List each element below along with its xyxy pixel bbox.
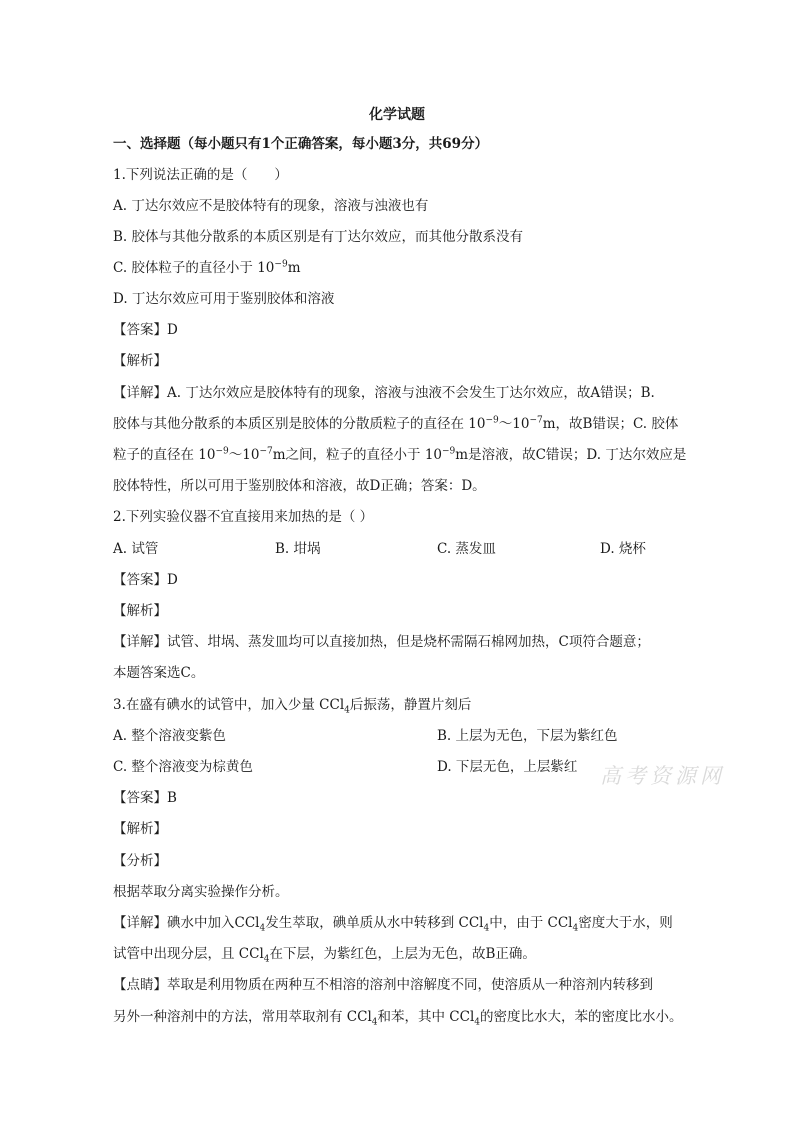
section-heading: 一、选择题（每小题只有1个正确答案，每小题3分，共69分） [113,136,489,152]
q2-detail-line-1: 【详解】试管、坩埚、蒸发皿均可以直接加热，但是烧杯需隔石棉网加热，C项符合题意； [113,634,650,650]
q1-detail-line-3: 粒子的直径在 $10^{-9}\sim 10^{-7}m$之间，粒子的直径小于 $10^{-9}m$是溶液，故C错误；D. 丁达尔效应是 [113,446,687,463]
q1-detail-line-4: 胶体特性，所以可用于鉴别胶体和溶液，故D正确；答案：D。 [113,478,486,494]
q2-option-a: A. 试管 [113,541,159,557]
page-title: 化学试题 [369,107,425,123]
q1-detail-line-2: 胶体与其他分散系的本质区别是胶体的分散质粒子的直径在 $10^{-9}\sim 10^{-7}m$，故B错误；C. 胶体 [113,415,679,432]
q2-detail-line-2: 本题答案选C。 [113,665,205,681]
q1-option-a: A. 丁达尔效应不是胶体特有的现象，溶液与浊液也有 [113,198,429,214]
watermark: 高考资源网 [600,764,725,788]
q3-stem: 3.在盛有碘水的试管中，加入少量 CCl$_4$后振荡，静置片刻后 [113,697,472,716]
q3-option-c: C. 整个溶液变为棕黄色 [113,759,253,775]
q1-option-d: D. 丁达尔效应可用于鉴别胶体和溶液 [113,291,335,307]
q1-option-b: B. 胶体与其他分散系的本质区别是有丁达尔效应，而其他分散系没有 [113,229,524,245]
q2-option-b: B. 坩埚 [275,541,321,557]
q2-stem: 2.下列实验仪器不宜直接用来加热的是（ ） [113,509,374,525]
q1-answer: 【答案】D [113,322,178,338]
q3-analysis-label: 【解析】 [113,821,167,837]
q3-tip-line-1: 【点睛】萃取是利用物质在两种互不相溶的溶剂中溶解度不同，使溶质从一种溶剂内转移到 [113,977,653,993]
q3-option-d: D. 下层无色，上层紫红 [437,759,578,775]
q3-option-a: A. 整个溶液变紫色 [113,728,226,744]
q3-tip-line-2: 另外一种溶剂中的方法，常用萃取剂有 CCl$_4$和苯，其中 CCl$_4$的密度比水大，苯的密度比水小。 [113,1009,683,1028]
q3-detail-line-2: 试管中出现分层，且 CCl$_4$在下层，为紫红色，上层为无色，故B正确。 [113,946,536,965]
q1-stem: 1.下列说法正确的是（ ） [113,167,288,183]
q2-answer: 【答案】D [113,572,178,588]
q1-detail-line-1: 【详解】A. 丁达尔效应是胶体特有的现象，溶液与浊液不会发生丁达尔效应，故A错误；B. [113,385,655,401]
q3-basis-text: 根据萃取分离实验操作分析。 [113,884,289,900]
q2-option-c: C. 蒸发皿 [437,541,496,557]
q3-answer: 【答案】B [113,790,177,806]
q1-option-c: C. 胶体粒子的直径小于 $10^{-9}m$ [113,259,301,276]
q2-option-d: D. 烧杯 [600,541,646,557]
q3-fenxi-label: 【分析】 [113,853,167,869]
q3-option-b: B. 上层为无色，下层为紫红色 [437,728,618,744]
q3-detail-line-1: 【详解】碘水中加入CCl$_4$发生萃取，碘单质从水中转移到 CCl$_4$中，由于 CCl$_4$密度大于水，则 [113,915,673,934]
q1-analysis-label: 【解析】 [113,353,167,369]
q2-analysis-label: 【解析】 [113,603,167,619]
